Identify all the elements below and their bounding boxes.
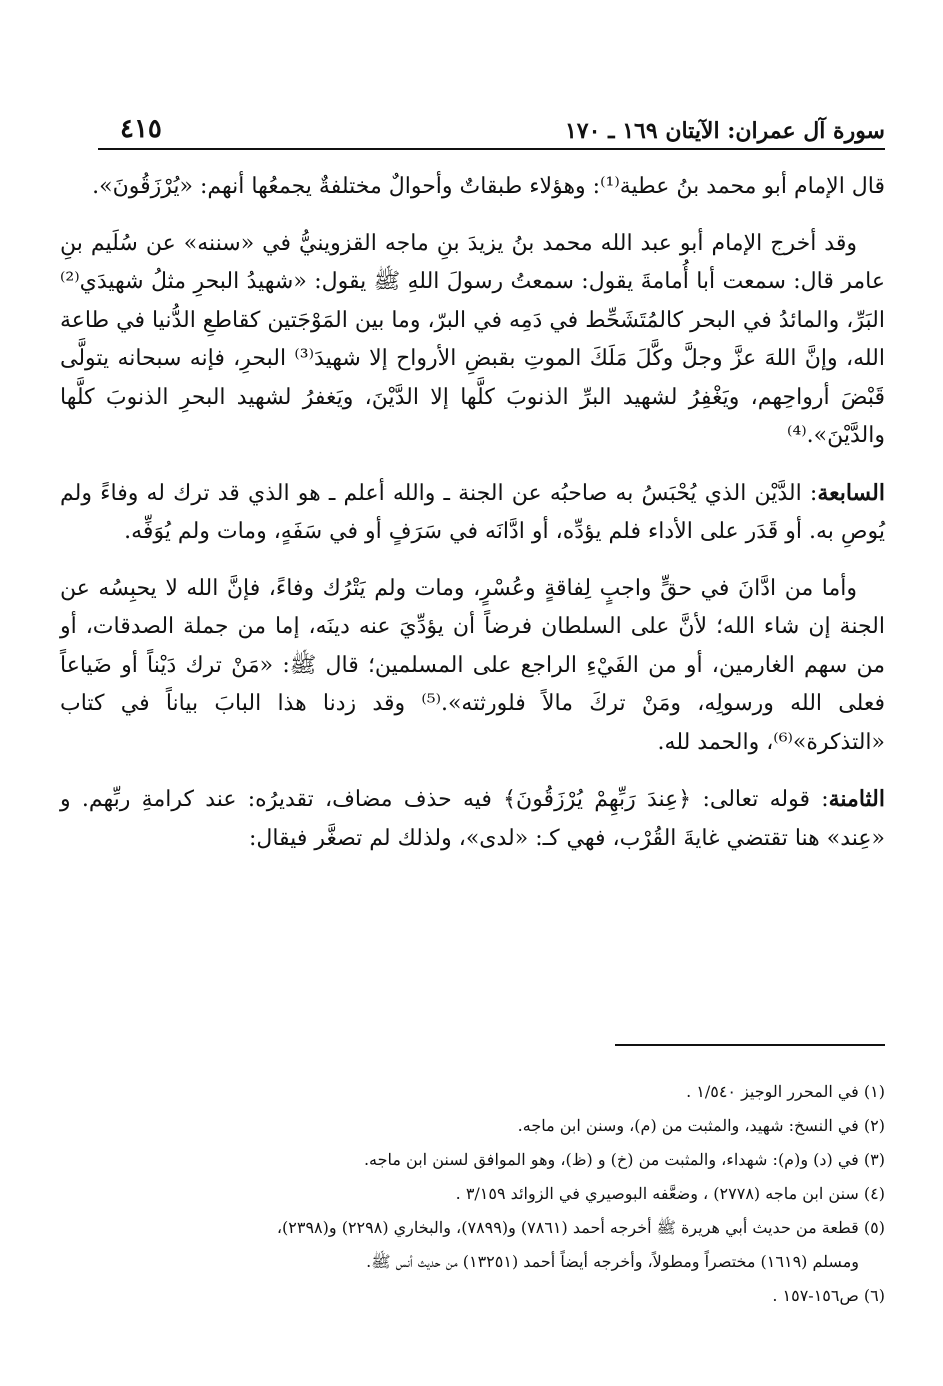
section-lead-eighth: الثامنة [828,786,885,812]
main-text [60,168,885,876]
paragraph-1: قال الإمام أبو محمد بنُ عطية⁽¹⁾: وهؤلاء طبقاتٌ وأحوالٌ مختلفةٌ يجمعُها أنهم: «يُرْزَقُونَ». [92,174,885,199]
footnote-5-line-2: ومسلم (١٦١٩) مختصراً ومطولاً، وأخرجه أيضاً أحمد (١٣٢٥١) من حديث أنس ﷺ. [366,1252,859,1271]
paragraph-4: وأما من ادَّانَ في حقٍّ واجبٍ لِفاقةٍ وعُسْرٍ، ومات ولم يَتْرُك وفاءً، فإنَّ الله لا يحبِسُه عن الجنة إن شاء الله؛ لأنَّ على السلطان فرضاً أن يؤدِّيَ عنه دينَه، إما من جملة الصدقات، أو من سهم الغارمين، أو من الفَيْءِ الراجع على المسلمين؛ قال ﷺ: «مَنْ ترك دَيْناً أو ضَياعاً فعلى الله ورسولِه، ومَنْ تركَ مالاً فلورثته».⁽⁵⁾ وقد زدنا هذا البابَ بياناً في كتاب «التذكرة»⁽⁶⁾، والحمد لله. [60,575,885,755]
page-number: ٤١٥ [120,114,162,144]
running-header [98,100,885,150]
footnote-1: (١) في المحرر الوجيز ١/٥٤٠ . [686,1082,885,1101]
footnotes [60,1075,885,1313]
footnote-divider [615,1044,885,1046]
footnote-5 [60,1211,885,1279]
paragraph-5 [60,780,885,858]
section-lead-seventh: السابعة [817,479,885,506]
footnote-6: (٦) ص١٥٦-١٥٧ . [772,1286,885,1305]
paragraph-5-text: : قوله تعالى: ﴿عِندَ رَبِّهِمْ يُرْزَقُونَ﴾ فيه حذف مضاف، تقديرُه: عند كرامةِ ربِّهم. و «عِند» هنا تقتضي غايةَ القُرْب، فهي كـ: «لدى»، ولذلك لم تصغَّر فيقال: [60,787,885,851]
footnote-4: (٤) سنن ابن ماجه (٢٧٧٨) ، وضعَّفه البوصيري في الزوائد ٣/١٥٩ . [455,1184,885,1203]
footnote-3: (٣) في (د) و(م): شهداء، والمثبت من (خ) و (ظ)، وهو الموافق لسنن ابن ماجه. [363,1150,885,1169]
paragraph-3-text: : الدَّيْن الذي يُحْبَسُ به صاحبُه عن الجنة ـ والله أعلم ـ هو الذي قد ترك له وفاءً ولم يُوصِ به. أو قَدَر على الأداء فلم يؤدِّه، أو ادَّانَه في سَرَفٍ أو في سَفَهٍ، ومات ولم يُوَفِّه. [60,480,885,544]
paragraph-3 [60,474,885,552]
paragraph-2: وقد أخرج الإمام أبو عبد الله محمد بنُ يزيدَ بنِ ماجه القزوينيُّ في «سننه» عن سُلَيم بنِ عامر قال: سمعت أبا أُمامةَ يقول: سمعتُ رسولَ اللهِ ﷺ يقول: «شهيدُ البحرِ مثلُ شهيدَي⁽²⁾ البَرِّ، والمائدُ في البحر كالمُتَشَحِّط في دَمِه في البرّ، وما بين المَوْجَتين كقاطعِ الدُّنيا في طاعة الله، وإنَّ اللهَ عزَّ وجلَّ وكَّلَ مَلَكَ الموتِ بقبضِ الأرواح إلا شهيدَ⁽³⁾ البحرِ، فإنه سبحانه يتولَّى قَبْضَ أرواحِهم، ويَغْفِرُ لشهيد البرِّ الذنوبَ كلَّها إلا الدَّيْنَ، ويَغفرُ لشهيد البحرِ الذنوبَ كلَّها والدَّيْنَ».⁽⁴⁾ [60,230,885,448]
header-title: سورة آل عمران: الآيتان ١٦٩ ـ ١٧٠ [564,118,885,144]
footnote-2: (٢) في النسخ: شهيد، والمثبت من (م)، وسنن ابن ماجه. [517,1116,885,1135]
footnote-5-line-1: (٥) قطعة من حديث أبي هريرة ﷺ أخرجه أحمد (٧٨٦١) و(٧٨٩٩)، والبخاري (٢٢٩٨) و(٢٣٩٨)، [276,1218,885,1237]
